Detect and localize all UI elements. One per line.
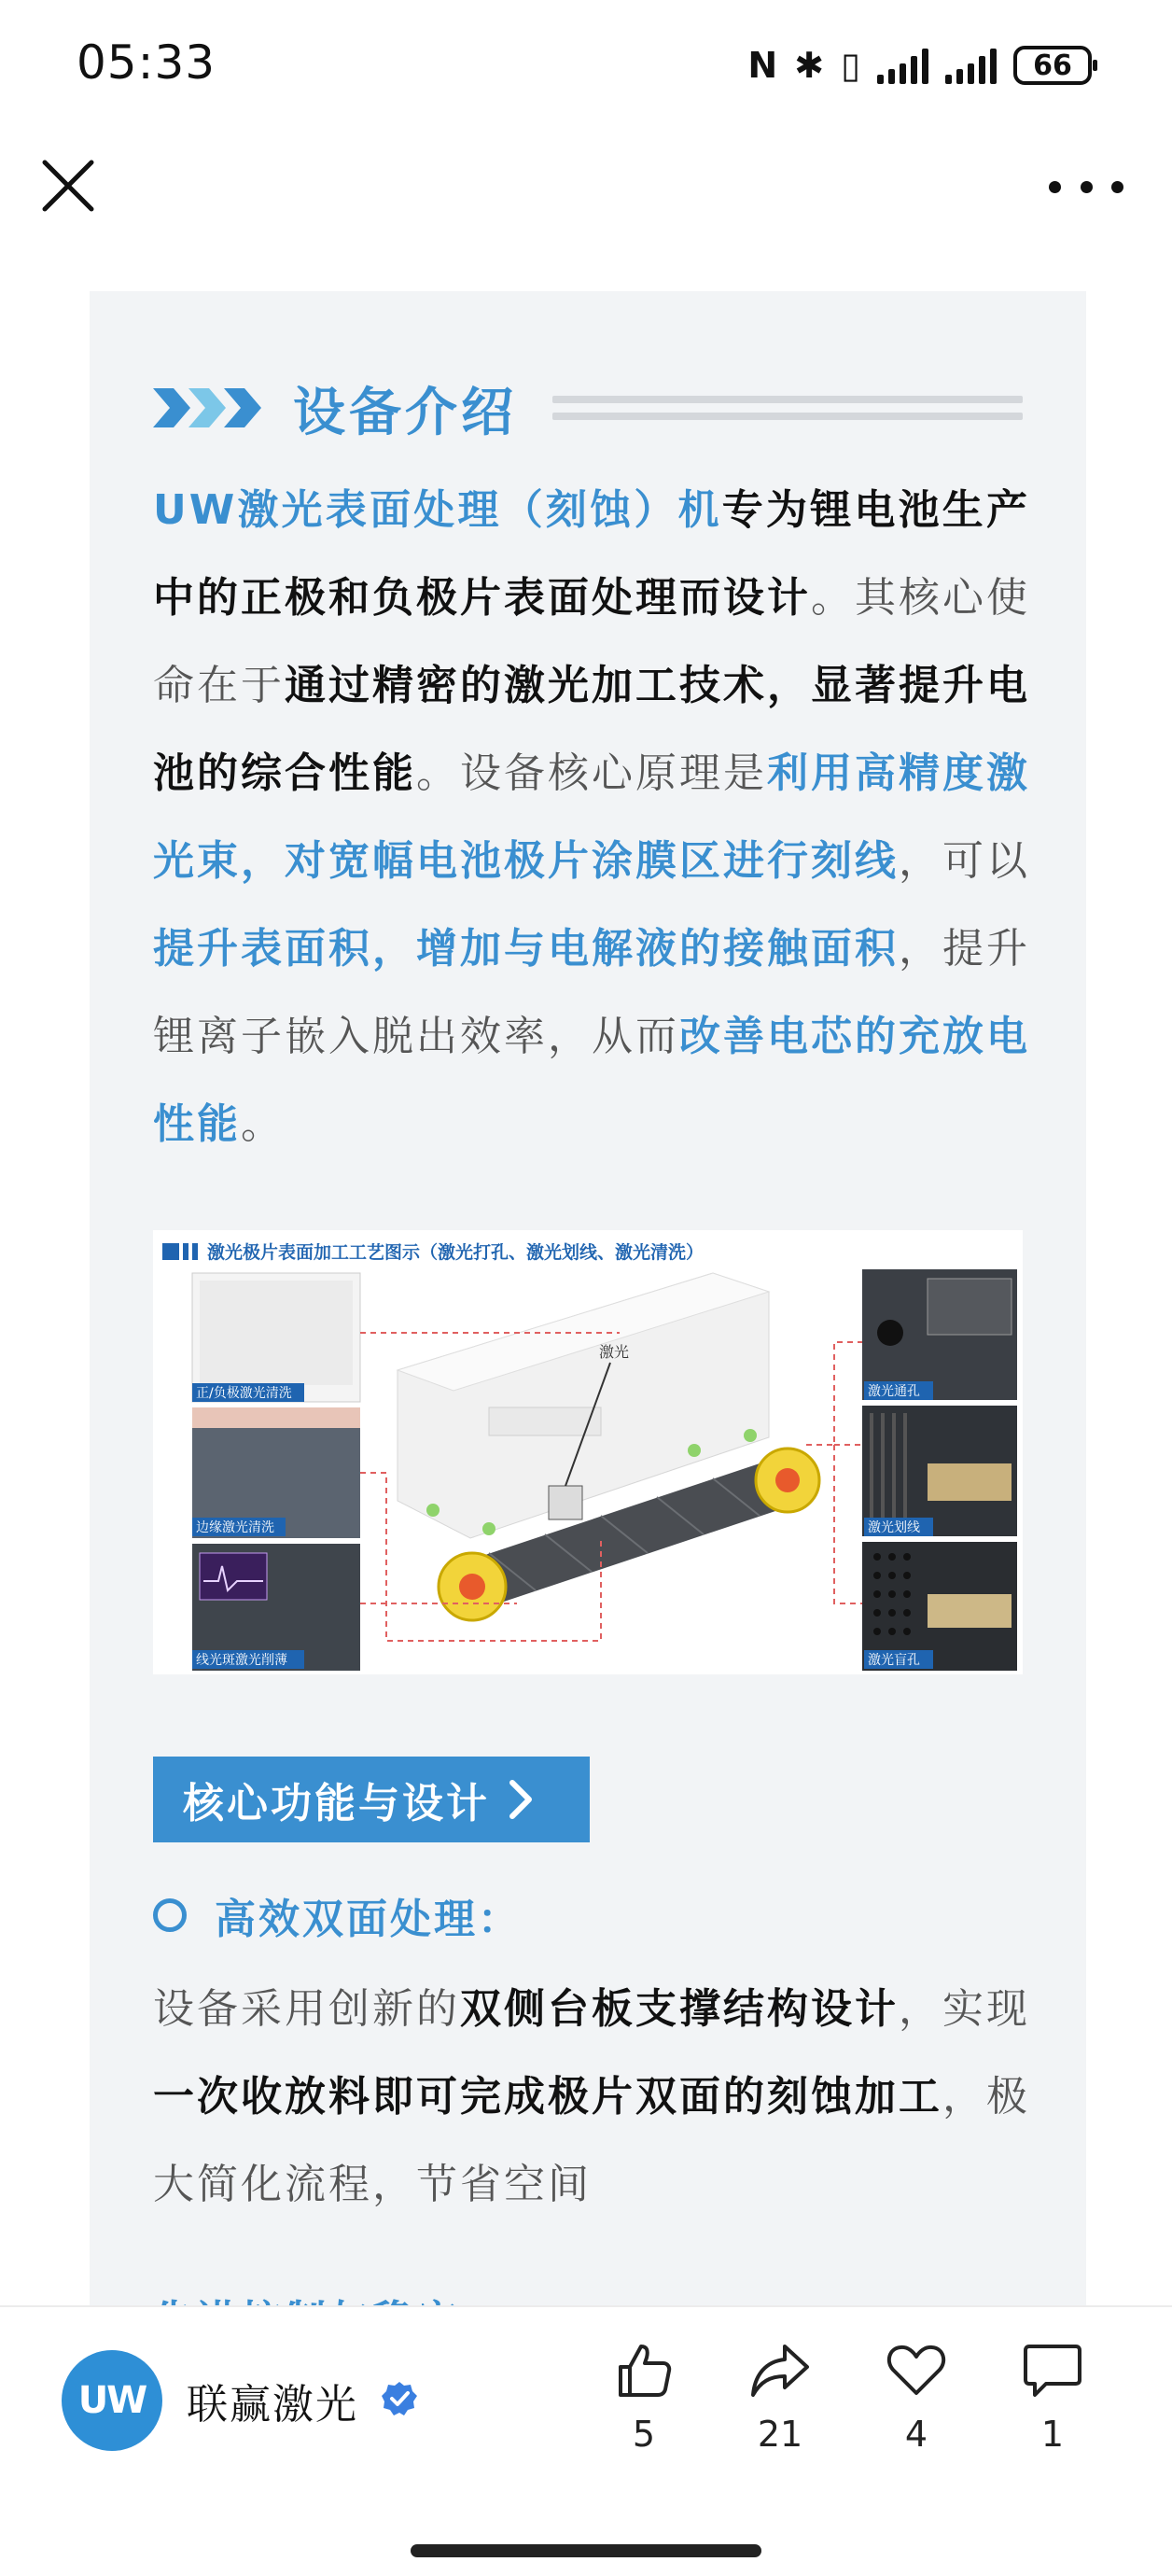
verified-icon [381,2380,418,2417]
diagram-title: 激光极片表面加工工艺图示（激光打孔、激光划线、激光清洗） [207,1242,705,1263]
diagram-laser-label: 激光 [599,1343,630,1361]
status-time: 05:33 [77,35,216,90]
intro-paragraph [153,467,1030,1169]
close-button[interactable] [37,155,99,217]
section-title: 设备介绍 [293,383,517,443]
favorite-button[interactable] [870,2339,963,2460]
process-diagram [153,1230,1023,1674]
author-name[interactable]: 联赢激光 [187,2381,358,2429]
signal-icon-1 [877,47,928,84]
text-segment: 通过精密的激光加工技术，显著提升电池的综合性能 [153,662,1030,797]
share-button[interactable] [733,2339,827,2460]
comment-button[interactable] [1006,2339,1099,2460]
like-button[interactable] [597,2339,691,2460]
vibrate-icon: ▯ [841,45,860,86]
feature-title-row [153,1887,522,1943]
bottom-bar [0,2305,1172,2576]
header-decoration [552,396,1023,424]
text-segment: ，可以 [899,837,1030,885]
text-segment: 利用高精度激光束，对宽幅电池极片涂膜区进行刻线 [153,749,1030,885]
action-bar [597,2339,1120,2460]
text-segment: 专为锂电池生产中的正极和负极片表面处理而设计 [153,486,1031,622]
text-segment: 改善电芯的充放电性能 [153,1013,1030,1148]
signal-icon-2 [945,47,997,84]
diagram-label-right-3: 激光盲孔 [868,1653,920,1668]
text-segment: 。设备核心原理是 [416,749,767,797]
text-segment: 一次收放料即可完成极片双面的刻蚀加工 [153,2073,942,2121]
close-icon [37,155,99,217]
text-segment: 提升表面积，增加与电解液的接触面积 [153,925,899,973]
comment-icon [1022,2339,1083,2401]
status-icons [747,41,1092,90]
favorite-count: 4 [904,2414,928,2455]
feature-title: 高效双面处理： [215,1896,522,1943]
article-card [90,291,1086,2307]
chevron-right-icon [507,1779,535,1820]
home-indicator[interactable] [411,2544,761,2557]
diagram-label-right-1: 激光通孔 [868,1384,920,1399]
diagram-label-left-3: 线光斑激光削薄 [196,1653,287,1668]
text-segment: ，实现 [899,1985,1030,2033]
more-icon [1049,181,1061,193]
thumbs-up-icon [613,2339,675,2401]
feature-paragraph [153,1966,1030,2229]
status-bar [0,0,1172,131]
diagram-label-right-2: 激光划线 [868,1520,920,1535]
text-segment: UW激光表面处理（刻蚀）机 [153,486,722,534]
battery-icon: 66 [1013,46,1092,85]
more-button[interactable] [1049,159,1123,215]
text-segment: 。 [241,1100,285,1148]
text-segment: ，极大简化流程，节省空间 [153,2073,1030,2208]
circle-bullet-icon [153,1898,187,1932]
comment-count: 1 [1040,2414,1065,2455]
core-features-label: 核心功能与设计 [183,1780,490,1827]
text-segment: 。其核心使命在于 [153,574,1030,709]
share-icon [749,2339,811,2401]
share-count: 21 [757,2414,803,2455]
bluetooth-icon: ✱ [794,45,825,86]
like-count: 5 [632,2414,656,2455]
top-bar [0,131,1172,233]
chevron-arrows-icon [153,385,265,431]
avatar[interactable]: UW [62,2350,162,2451]
heart-icon [886,2339,947,2401]
section-header [153,358,1023,452]
core-features-button[interactable] [153,1757,590,1842]
diagram-label-left-1: 正/负极激光清洗 [196,1386,292,1401]
nfc-icon: N [747,45,778,86]
text-segment: 双侧台板支撑结构设计 [460,1985,899,2033]
text-segment: ，提升锂离子嵌入脱出效率，从而 [153,925,1030,1060]
diagram-label-left-2: 边缘激光清洗 [196,1520,274,1535]
text-segment: 设备采用创新的 [153,1985,460,2033]
